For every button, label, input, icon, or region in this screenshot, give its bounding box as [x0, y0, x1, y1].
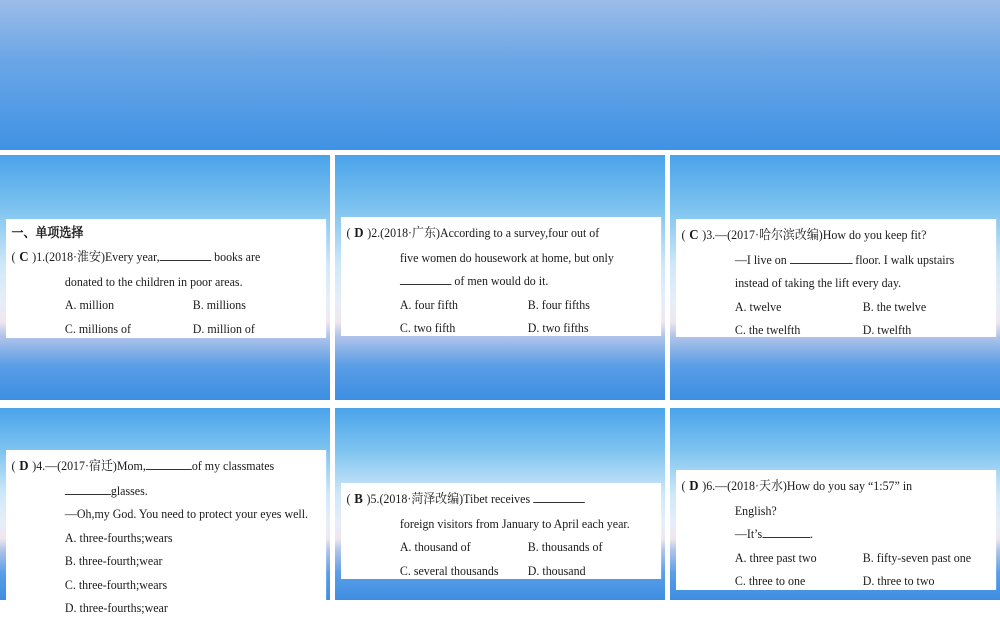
- question-3-stem: ( C )3.—(2017·哈尔滨改编)How do you keep fit?: [681, 227, 927, 243]
- option-d: D. three-fourths;wear: [64, 600, 168, 615]
- question-5-options-row2: [347, 559, 656, 583]
- question-card-3: [676, 219, 996, 337]
- question-1-stem-cont: donated to the children in poor areas.: [64, 273, 243, 289]
- option-c: C. millions of: [64, 320, 132, 336]
- option-a: A. three past two: [734, 549, 817, 565]
- question-2-options-row1: [347, 293, 656, 317]
- option-d: D. three to two: [862, 573, 935, 588]
- option-d: D. twelfth: [862, 322, 912, 337]
- option-b: B. three-fourth;wear: [64, 553, 163, 568]
- question-3-options-row1: [682, 295, 991, 319]
- question-2-stem-end: of men would do it.: [347, 269, 656, 293]
- question-3-options-row2: [682, 318, 991, 342]
- option-a: A. four fifth: [399, 296, 459, 312]
- option-a: A. million: [64, 297, 115, 312]
- slide-question-5: [335, 408, 665, 600]
- question-5-stem: ( B )5.(2018·菏泽改编)Tibet receives: [347, 487, 656, 512]
- question-6-reply: —It’s .: [682, 522, 991, 546]
- option-c: C. three-fourth;wears: [64, 576, 168, 592]
- question-card-5: [341, 483, 661, 579]
- question-3-answer: C: [689, 228, 699, 243]
- option-b: B. millions: [192, 297, 246, 312]
- question-1-stem: ( C )1.(2018·淮安)Every year, books are: [12, 245, 321, 270]
- question-card-1: [6, 219, 326, 338]
- question-5-options-row1: [347, 535, 656, 559]
- option-c: C. the twelfth: [734, 322, 801, 337]
- question-4-reply: —Oh,my God. You need to protect your eyes well.: [64, 506, 309, 521]
- option-b: B. four fifths: [527, 296, 590, 312]
- option-c: C. several thousands: [399, 562, 499, 578]
- slide-question-2: [335, 155, 665, 400]
- option-a: A. three-fourths;wears: [64, 529, 173, 545]
- question-4-blank-2: [65, 480, 111, 495]
- question-2-blank: [400, 270, 452, 285]
- option-c: C. three to one: [734, 573, 806, 588]
- question-6-options-row2: [682, 569, 991, 593]
- question-6-blank: [762, 523, 810, 538]
- question-6-answer: D: [689, 479, 699, 494]
- option-d: D. two fifths: [527, 320, 589, 335]
- title-banner: [0, 0, 1000, 150]
- question-1-options-row1: [12, 293, 321, 317]
- section-title: 一、单项选择: [11, 226, 84, 241]
- option-b: B. fifty-seven past one: [862, 549, 972, 565]
- option-b: B. the twelve: [862, 298, 927, 314]
- option-c: C. two fifth: [399, 320, 456, 335]
- question-6-options-row1: [682, 546, 991, 570]
- slide-question-3: [670, 155, 1000, 400]
- question-4-blank-1: [146, 455, 192, 470]
- question-1-options-row2: [12, 317, 321, 341]
- question-2-stem: ( D )2.(2018·广东)According to a survey,four out of: [346, 225, 600, 241]
- question-5-blank: [533, 488, 585, 503]
- question-2-options-row2: [347, 316, 656, 340]
- question-2-stem-cont: five women do housework at home, but only: [399, 249, 614, 265]
- question-card-4: [6, 450, 326, 615]
- question-card-6: [676, 470, 996, 590]
- slide-question-4: [0, 408, 330, 615]
- question-5-stem-cont: foreign visitors from January to April each year.: [399, 515, 630, 531]
- question-5-answer: B: [354, 492, 363, 507]
- option-b: B. thousands of: [527, 539, 603, 554]
- question-1-blank: [160, 246, 212, 261]
- option-d: D. thousand: [527, 562, 586, 578]
- option-d: D. million of: [192, 320, 255, 336]
- question-3-stem-end: instead of taking the lift every day.: [734, 275, 902, 290]
- option-a: A. thousand of: [399, 539, 471, 554]
- question-3-stem-cont: —I live on floor. I walk upstairs: [682, 248, 991, 272]
- slide-question-6: [670, 408, 1000, 600]
- question-4-answer: D: [19, 459, 29, 474]
- question-card-2: [341, 217, 661, 336]
- question-1-answer: C: [19, 250, 29, 265]
- question-3-blank: [790, 249, 853, 264]
- option-a: A. twelve: [734, 298, 782, 314]
- question-6-stem: ( D )6.—(2018·天水)How do you say “1:57” in: [681, 478, 913, 494]
- slide-question-1: [0, 155, 330, 400]
- question-6-stem-cont: English?: [734, 502, 777, 518]
- question-2-answer: D: [354, 226, 364, 241]
- question-4-stem-cont: glasses.: [12, 479, 321, 503]
- question-4-stem: ( D )4.—(2017·宿迁)Mom, of my classmates: [12, 454, 321, 479]
